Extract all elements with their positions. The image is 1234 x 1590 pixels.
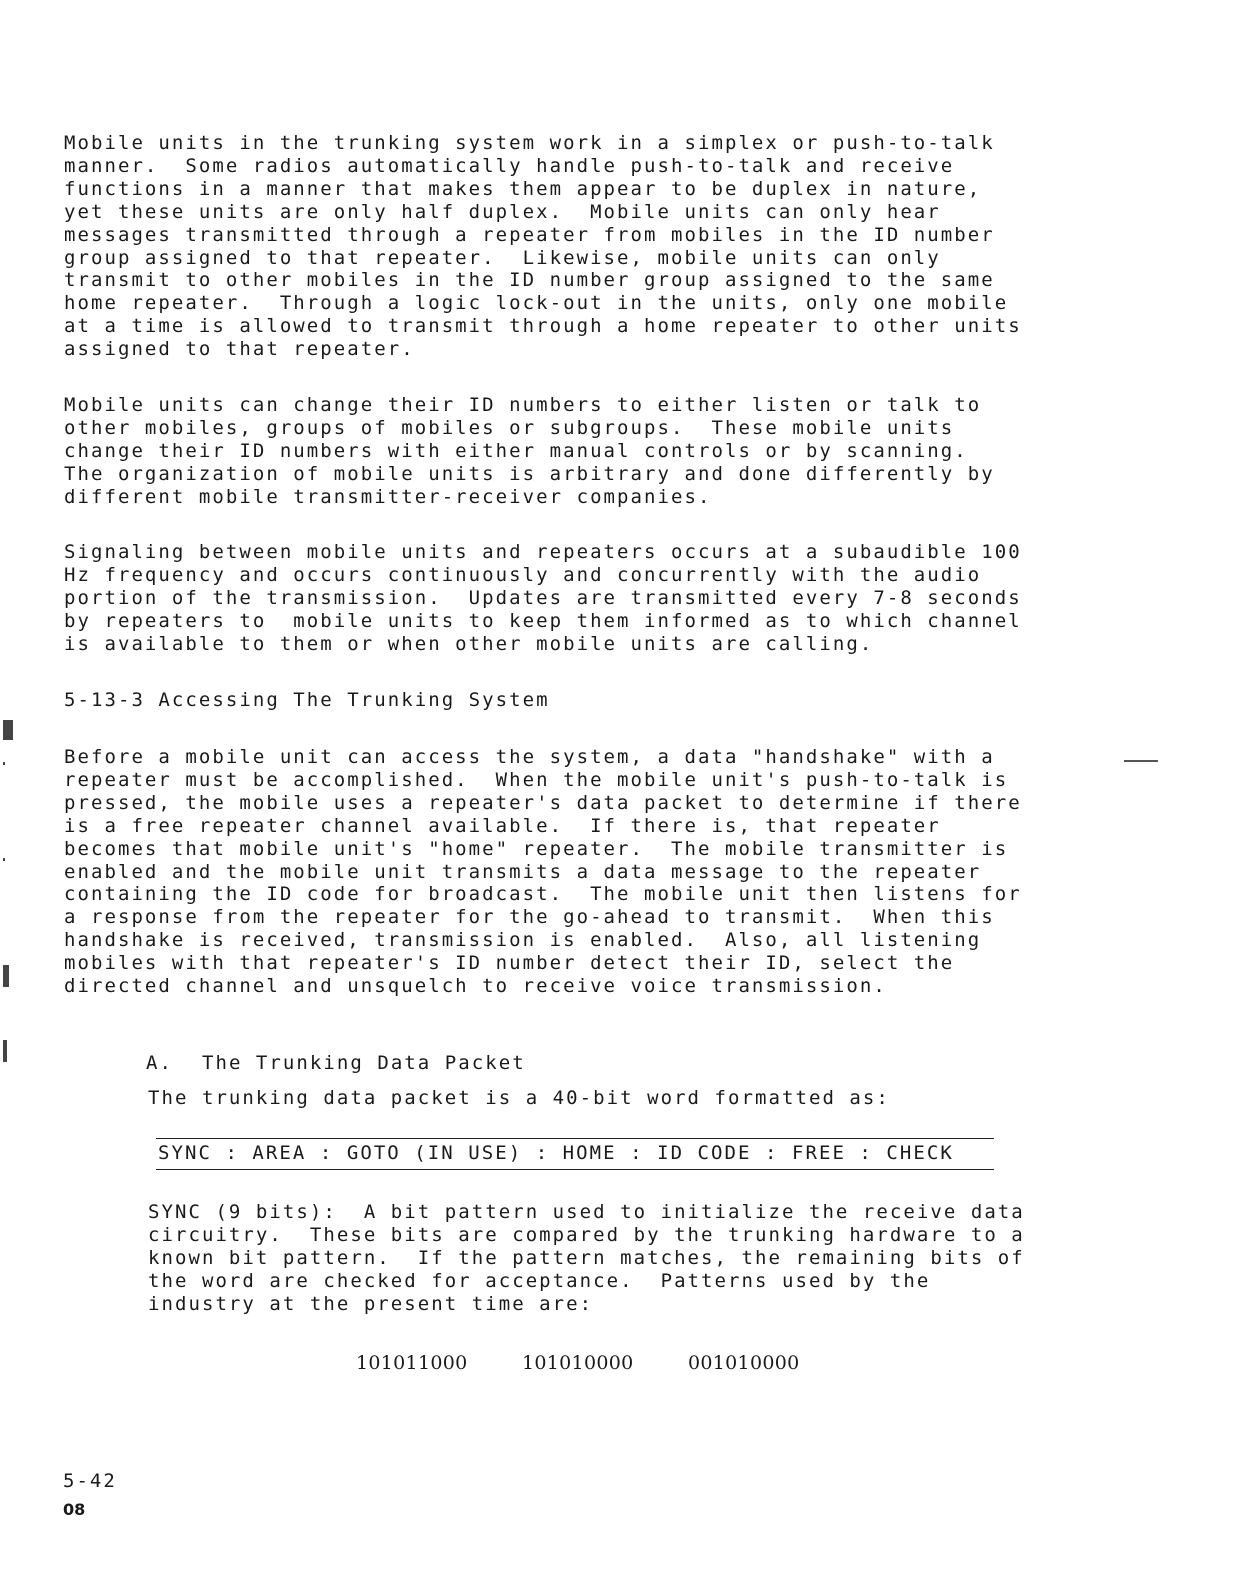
scan-artifact (3, 858, 5, 861)
scan-artifact (3, 965, 9, 987)
paragraph-id-numbers: Mobile units can change their ID numbers to either listen or talk to other mobiles, groups of mobiles or subgroups. These mobile units change their ID numbers with either manual controls or by scanning. The organization of mobile units is arbitrary and done differently by different mobile transmitter-receiver companies. (64, 394, 995, 508)
sync-description: SYNC (9 bits): A bit pattern used to initialize the receive data circuitry. These bits are compared by the trunking hardware to a known bit pattern. If the pattern matches, the remaining bits of the word are checked for acceptance. Patterns used by the industry at the present time are: (148, 1201, 1025, 1315)
revision-number: 08 (63, 1500, 86, 1519)
paragraph-signaling: Signaling between mobile units and repeaters occurs at a subaudible 100 Hz frequency and occurs continuously and concurrently with the audio portion of the transmission. Updates are transmitted every 7-8 seconds by repeaters to mobile units to keep them informed as to which channel is available to them or when other mobile units are calling. (64, 541, 1022, 655)
change-bar-mark (1124, 760, 1158, 762)
packet-intro: The trunking data packet is a 40-bit word formatted as: (148, 1087, 890, 1109)
scan-artifact (3, 1040, 7, 1062)
sync-pattern-2: 101010000 (522, 1352, 634, 1374)
subsection-letter: A. (145, 1052, 173, 1074)
sync-pattern-3: 001010000 (688, 1352, 800, 1374)
page-number: 5-42 (63, 1470, 117, 1492)
sync-pattern-1: 101011000 (356, 1352, 468, 1374)
packet-format-text: SYNC : AREA : GOTO (IN USE) : HOME : ID CODE : FREE : CHECK (158, 1142, 954, 1164)
section-heading: 5-13-3 Accessing The Trunking System (64, 689, 550, 711)
packet-format-box (156, 1138, 994, 1170)
paragraph-handshake: Before a mobile unit can access the system, a data "handshake" with a repeater must be accomplished. When the mobile unit's push-to-talk is pressed, the mobile uses a repeater's data packet to determine if there is a free repeater channel available. If there is, that repeater becomes that mobile unit's "home" repeater. The mobile transmitter is enabled and the mobile unit transmits a data message to the repeater containing the ID code for broadcast. The mobile unit then listens for a response from the repeater for the go-ahead to transmit. When this handshake is received, transmission is enabled. Also, all listening mobiles with that repeater's ID number detect their ID, select the directed channel and unsquelch to receive voice transmission. (64, 746, 1022, 998)
subsection-title: The Trunking Data Packet (201, 1052, 526, 1074)
scan-artifact (3, 720, 13, 740)
paragraph-simplex-operation: Mobile units in the trunking system work in a simplex or push-to-talk manner. Some radios automatically handle push-to-talk and receive functions in a manner that makes them appear to be duplex in nature, yet these units are only half duplex. Mobile units can only hear messages transmitted through a repeater from mobiles in the ID number group assigned to that repeater. Likewise, mobile units can only transmit to other mobiles in the ID number group assigned to the same home repeater. Through a logic lock-out in the units, only one mobile at a time is allowed to transmit through a home repeater to other units assigned to that repeater. (64, 132, 1022, 361)
scan-artifact (3, 762, 5, 765)
